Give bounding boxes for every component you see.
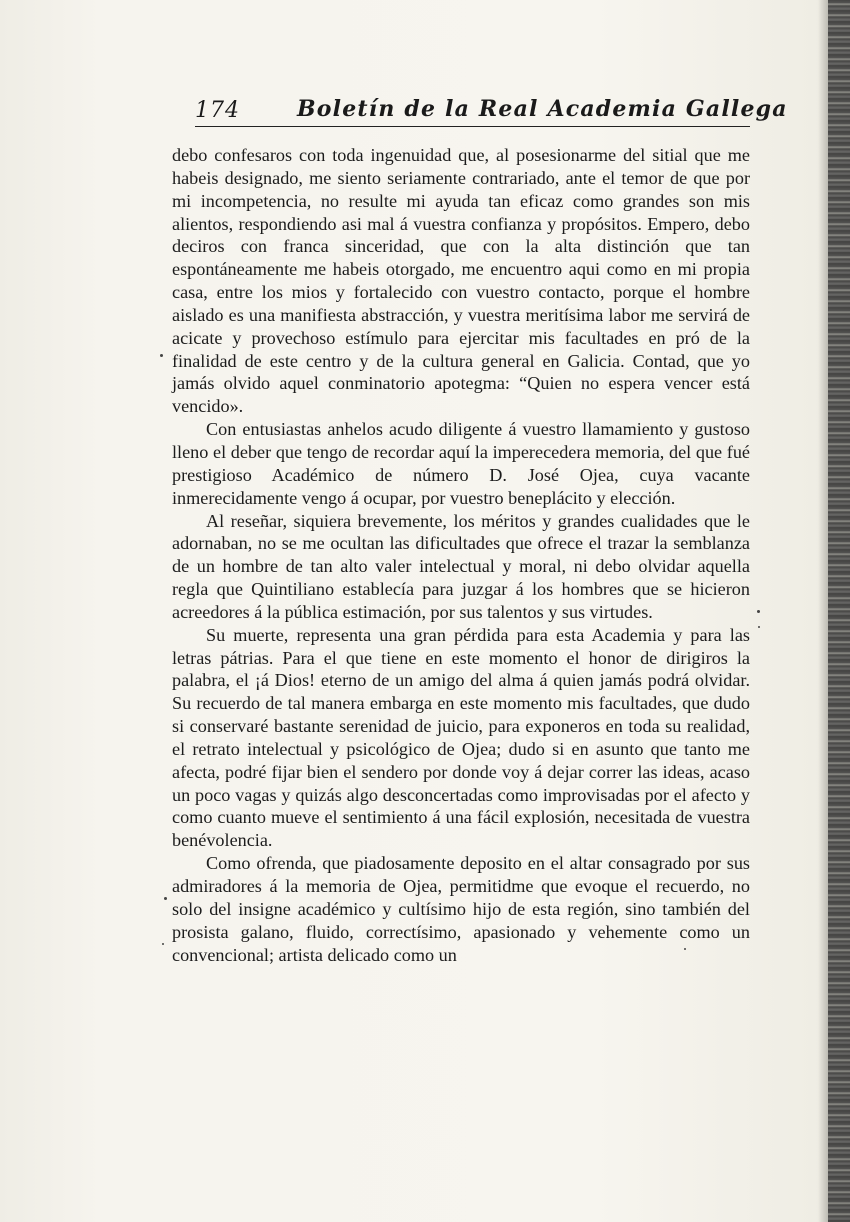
body-text <box>172 144 750 966</box>
scan-speck <box>758 626 760 628</box>
paragraph-1: debo confesaros con toda ingenuidad que, al posesionarme del sitial que me habeis designado, me siento seriamente contrariado, ante el temor de que por mi incompetencia, no resulte mi ayuda tan eficaz como grandes son mis alientos, respondiendo asi mal á vuestra confianza y propósitos. Empero, debo deciros con franca sinceridad, que con la alta distinción que tan espontáneamente me habeis otorgado, me encuentro aqui como en mi propia casa, entre los mios y fortalecido con vuestro contacto, porque el hombre aislado es una manifiesta abstracción, y vuestra meritísima labor me servirá de acicate y provechoso estímulo para ejercitar mis facultades en pró de la finalidad de este centro y de la cultura general en Galicia. Contad, que yo jamás olvido aquel conminatorio apotegma: “Quien no espera vencer está vencido». <box>172 145 750 417</box>
paragraph-2: Con entusiastas anhelos acudo diligente á vuestro llamamiento y gustoso lleno el deber que tengo de recordar aquí la imperecedera memoria, del que fué prestigioso Académico de número D. José Ojea, cuya vacante inmerecidamente vengo á ocupar, por vuestro beneplácito y elección. <box>172 419 750 508</box>
scan-speck <box>684 948 686 950</box>
running-title: Boletín de la Real Academia Gallega <box>297 96 788 122</box>
page-number: 174 <box>195 98 240 123</box>
paragraph-4: Su muerte, representa una gran pérdida para esta Academia y para las letras pátrias. Para el que tiene en este momento el honor de dirigiros la palabra, el ¡á Dios! eterno de un amigo del alma á quien jamás podrá olvidar. Su recuerdo de tal manera embarga en este momento mis facultades, que dudo si conservaré bastante serenidad de juicio, para exponeros en toda su realidad, el retrato intelectual y psicológico de Ojea; dudo si en asunto que tanto me afecta, podré fijar bien el sendero por donde voy á dejar correr las ideas, acaso un poco vagas y quizás algo desconcertadas como improvisadas por el afecto y como cuanto mueve el sentimiento á una fácil explosión, necesitada de vuestra benévolencia. <box>172 624 750 851</box>
page-header <box>195 92 788 127</box>
scan-speck <box>162 943 164 945</box>
paragraph-3: Al reseñar, siquiera brevemente, los méritos y grandes cualidades que le adornaban, no se me ocultan las dificultades que ofrece el trazar la semblanza de un hombre de tan alto valer intelectual y moral, ni debo olvidar aquella regla que Quintiliano establecía para juzgar á los hombres que se hicieron acreedores á la pública estimación, por sus talentos y sus virtudes. <box>172 510 750 622</box>
paragraph-5: Como ofrenda, que piadosamente deposito en el altar consagrado por sus admiradores á la memoria de Ojea, permitidme que evoque el recuerdo, no solo del insigne académico y cultísimo hijo de esta región, sino también del prosista galano, fluido, correctísimo, apasionado y vehemente como un convencional; artista delicado como un <box>172 853 750 965</box>
binding-shadow <box>818 0 828 1222</box>
scan-speck <box>164 897 167 900</box>
scan-speck <box>160 354 163 357</box>
scan-speck <box>757 610 760 613</box>
binding-edge <box>828 0 850 1222</box>
